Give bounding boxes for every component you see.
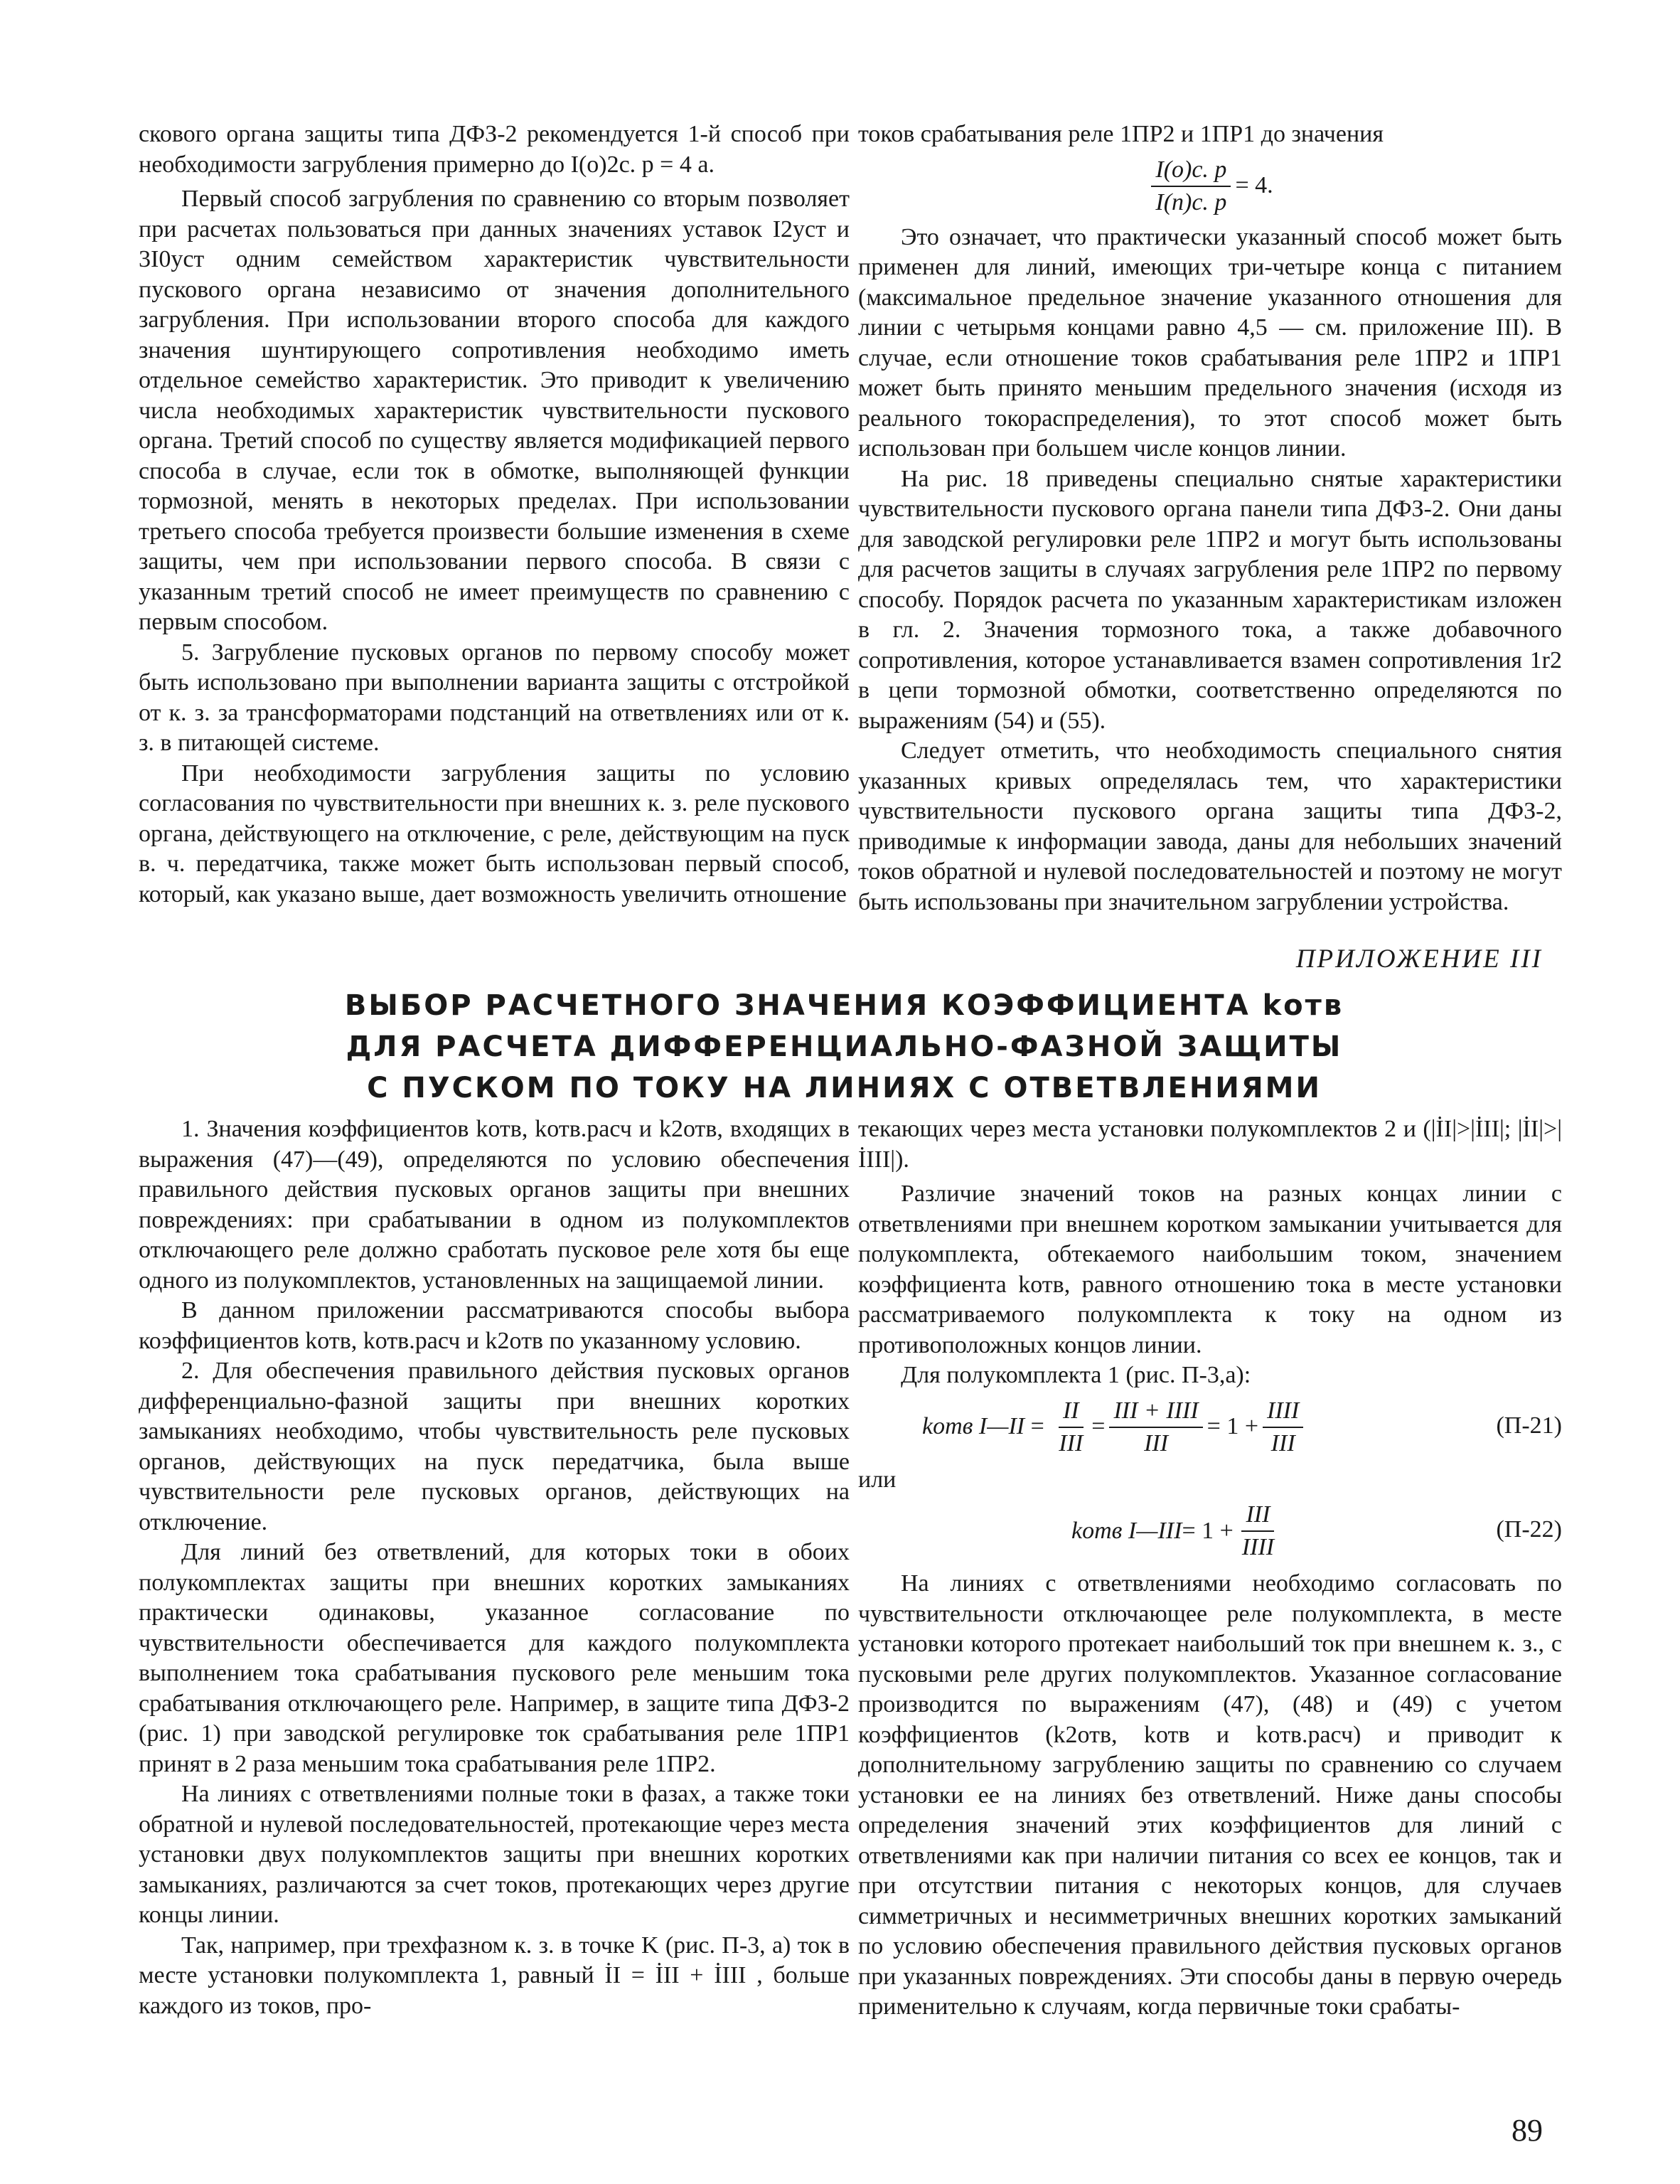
paragraph: Для линий без ответвлений, для которых токи в обоих полукомплектах защиты при внешних коротких замыканиях практически одинаковы, указанное согласование по чувствительности обеспечивается для каждого полукомплекта выполнением тока срабатывания пускового реле меньшим тока срабатывания отключающего реле. Например, в защите типа ДФЗ-2 (рис. 1) при заводской регулировке ток срабатывания реле 1ПР1 принят в 2 раза меньшим тока срабатывания реле 1ПР2. xyxy=(139,1539,850,1777)
paragraph: На линиях с ответвлениями полные токи в фазах, а также токи обратной и нулевой последовательностей, протекающие через места установки двух полукомплектов защиты при внешних коротких замыканиях, различаются за счет токов, протекающих через другие концы линии. xyxy=(139,1781,850,1928)
paragraph: При необходимости загрубления защиты по условию согласования по чувствительности при внешних к. з. реле пускового органа, действующего на отключение, с реле, действующим на пуск в. ч. передатчика, также может быть использован первый способ, который, как указано выше, дает возможность увеличить отношение xyxy=(139,760,850,907)
column-top-left xyxy=(139,119,850,910)
equation-number: (П-21) xyxy=(1496,1412,1562,1439)
paragraph: На рис. 18 приведены специально снятые характеристики чувствительности пускового органа панели типа ДФЗ-2. Они даны для заводской регулировки реле 1ПР2 и могут быть использованы для расчетов защиты в случаях загрубления реле 1ПР2 по первому способу. Порядок расчета по указанным характеристикам изложен в гл. 2. Значения тормозного тока, а также добавочного сопротивления, которое устанавливается взамен сопротивления 1r2 в цепи тормозной обмотки, соответственно определяются по выражениям (54) и (55). xyxy=(858,465,1562,734)
paragraph: Следует отметить, что необходимость специального снятия указанных кривых определялась тем, что характеристики чувствительности пускового органа защиты типа ДФЗ-2, приводимые к информации завода, даны для небольших значений токов обратной и нулевой последовательностей и поэтому не могут быть использованы при значительном загрублении устройства. xyxy=(858,737,1562,915)
section-heading xyxy=(139,985,1550,1109)
heading-line: С ПУСКОМ ПО ТОКУ НА ЛИНИЯХ С ОТВЕТВЛЕНИЯМИ xyxy=(367,1072,1322,1104)
paragraph: скового органа защиты типа ДФЗ-2 рекомендуется 1-й способ при необходимости загрубления примерно до I(o)2с. р = 4 а. xyxy=(139,121,850,178)
paragraph: Так, например, при трехфазном к. з. в точке K (рис. П-3, а) ток в месте установки полукомплекта 1, равный İI = İII + İIII , больше каждого из токов, про- xyxy=(139,1932,850,2019)
formula-lhs: kотв I—III xyxy=(1071,1517,1182,1544)
formula-numerator: I(o)с. р xyxy=(1151,154,1231,187)
formula-ratio xyxy=(858,154,1562,218)
formula-numerator: III xyxy=(1241,1499,1274,1532)
formula-rhs: = 4. xyxy=(1235,172,1273,199)
equation-number: (П-22) xyxy=(1496,1516,1562,1543)
formula-denominator: III xyxy=(1144,1429,1169,1456)
paragraph: токов срабатывания реле 1ПР2 и 1ПР1 до значения xyxy=(858,121,1384,147)
paragraph: 1. Значения коэффициентов kотв, kотв.расч и k2отв, входящих в выражения (47)—(49), определяются по условию обеспечения правильного действия пусковых органов защиты при внешних повреждениях: при срабатывании в одном из полукомплектов отключающего реле должно сработать пусковое реле хотя бы еще одного из полукомплектов, установленных на защищаемой линии. xyxy=(139,1116,850,1294)
formula-denominator: IIII xyxy=(1241,1534,1275,1560)
page-number: 89 xyxy=(1512,2113,1543,2148)
heading-line: ВЫБОР РАСЧЕТНОГО ЗНАЧЕНИЯ КОЭФФИЦИЕНТА kотв xyxy=(344,989,1344,1022)
paragraph: Для полукомплекта 1 (рис. П-3,а): xyxy=(901,1362,1251,1388)
heading-line: ДЛЯ РАСЧЕТА ДИФФЕРЕНЦИАЛЬНО-ФАЗНОЙ ЗАЩИТЫ xyxy=(346,1030,1343,1063)
paragraph: В данном приложении рассматриваются способы выбора коэффициентов kотв, kотв.расч и k2отв по указанному условию. xyxy=(139,1297,850,1354)
formula-denominator: III xyxy=(1270,1429,1295,1456)
formula-p21: kотв I—II = $\frac{II}{\text{III}}$ = $\frac{\text{III + IIII}}{\text{III}}$ = 1 + $\frac{\text{IIII}}{\text{III}}$ (П-21) xyxy=(858,1395,1562,1461)
paragraph: 5. Загрубление пусковых органов по первому способу может быть использовано при выполнении варианта защиты с отстройкой от к. з. за трансформаторами подстанций на ответвлениях или от к. з. в питающей системе. xyxy=(139,639,850,756)
paragraph: На линиях с ответвлениями необходимо согласовать по чувствительности отключающее реле полукомплекта, в месте установки которого протекает наибольший ток при внешнем к. з., с пусковыми реле других полукомплектов. Указанное согласование производится по выражениям (47), (48) и (49) с учетом коэффициентов (k2отв, kотв и kотв.расч) и приводит к дополнительному загрублению защиты по сравнению со случаем установки ее на линиях без ответвлений. Ниже даны способы определения значений этих коэффициентов для линий с ответвлениями как при наличии питания со всех ее концов, так и при отсутствии питания с некоторых концов, для случаев симметричных и несимметричных внешних коротких замыканий по условию обеспечения правильного действия пусковых органов при указанных повреждениях. Эти способы даны в первую очередь применительно к случаям, когда первичные токи срабаты- xyxy=(858,1570,1562,2020)
paragraph: 2. Для обеспечения правильного действия пусковых органов дифференциально-фазной защиты при внешних коротких замыканиях необходимо, чтобы чувствительность реле пусковых органов, действующих на пуск передатчика, была выше чувствительности реле пусковых органов, действующих на отключение. xyxy=(139,1358,850,1535)
formula-p22 xyxy=(858,1499,1562,1565)
paragraph: Это означает, что практически указанный способ может быть применен для линий, имеющих три-четыре конца с питанием (максимальное предельное значение указанного отношения для линии с четырьмя концами равно 4,5 — см. приложение III). В случае, если отношение токов срабатывания реле 1ПР2 и 1ПР1 может быть принято меньшим предельного значения (исходя из реального токораспределения), то этот способ может быть использован при большем числе концов линии. xyxy=(858,223,1562,462)
column-top-right xyxy=(858,119,1562,917)
paragraph: Различие значений токов на разных концах линии с ответвлениями при внешнем коротком замыкании учитывается для полукомплекта, обтекаемого наибольшим током, значением коэффициента kотв, равного отношению тока в месте установки рассматриваемого полукомплекта к току на одном из противоположных концов линии. xyxy=(858,1181,1562,1358)
formula-numerator: II xyxy=(1059,1395,1084,1428)
column-bottom-left xyxy=(139,1114,850,2021)
formula-denominator: I(п)с. р xyxy=(1155,188,1227,215)
formula-numerator: IIII xyxy=(1263,1395,1303,1428)
paragraph: текающих через места установки полукомплектов 2 и (|İI|>|İII|; |İI|>|İIII|). xyxy=(858,1116,1562,1173)
paragraph: или xyxy=(858,1466,897,1493)
column-bottom-right xyxy=(858,1114,1562,2023)
formula-denominator: III xyxy=(1059,1429,1084,1456)
formula-one-plus: = 1 + xyxy=(1182,1517,1234,1544)
formula-one-plus: = 1 + xyxy=(1207,1413,1259,1440)
formula-numerator: III + IIII xyxy=(1109,1395,1202,1428)
appendix-label: ПРИЛОЖЕНИЕ III xyxy=(1295,944,1543,974)
paragraph: Первый способ загрубления по сравнению со вторым позволяет при расчетах пользоваться при данных значениях уставок I2уст и 3I0уст одним семейством характеристик чувствительности пускового органа независимо от значения дополнительного загрубления. При использовании второго способа для каждого значения шунтирующего сопротивления необходимо иметь отдельное семейство характеристик. Это приводит к увеличению числа необходимых характеристик чувствительности пускового органа. Третий способ по существу является модификацией первого способа в случае, если ток в обмотке, выполняющей функции тормозной, менять в некоторых пределах. При использовании третьего способа требуется произвести большие изменения в схеме защиты, чем при использовании первого способа. В связи с указанным третий способ не имеет преимуществ по сравнению с первым способом. xyxy=(139,186,850,635)
formula-lhs: kотв I—II xyxy=(922,1413,1025,1440)
